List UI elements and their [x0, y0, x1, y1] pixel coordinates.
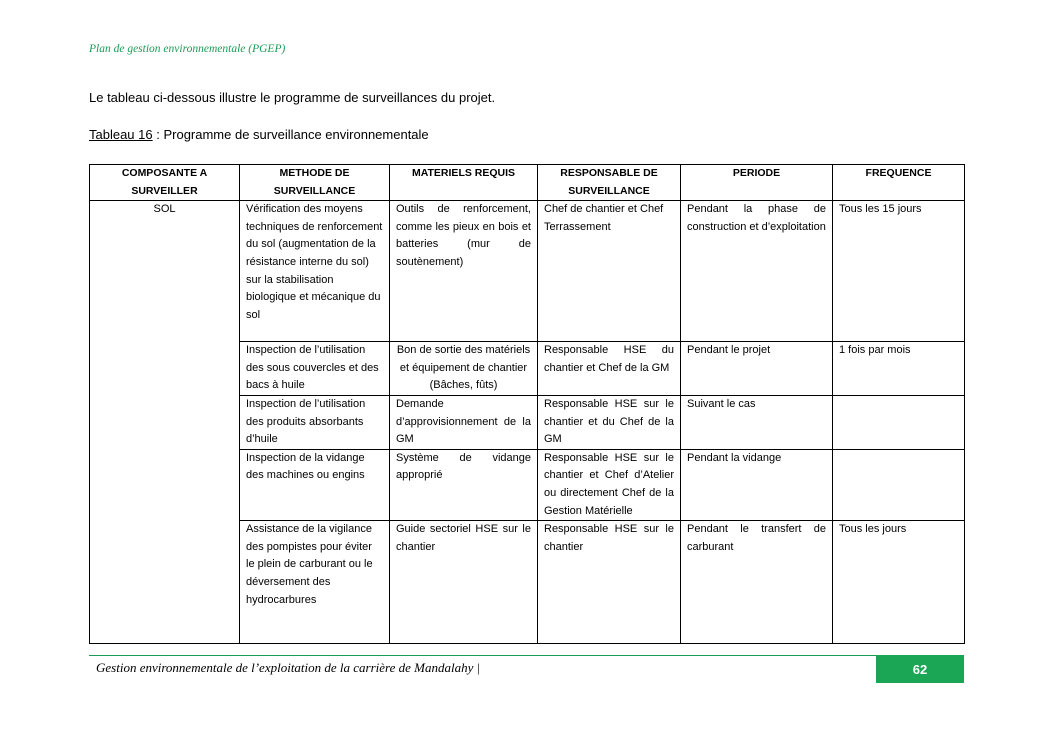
table-caption: [89, 127, 429, 142]
materials-cell: Bon de sortie des matériels et équipement de chantier (Bâches, fûts): [390, 342, 538, 396]
frequency-cell: 1 fois par mois: [833, 342, 965, 396]
method-cell: Inspection de l’utilisation des produits absorbants d’huile: [240, 395, 390, 449]
method-cell: Vérification des moyens techniques de renforcement du sol (augmentation de la résistance interne du sol) sur la stabilisation biologique et mécanique du sol: [240, 201, 390, 342]
header-period: PERIODE: [681, 165, 833, 201]
header-materials: MATERIELS REQUIS: [390, 165, 538, 201]
table-header-row: [90, 165, 965, 201]
responsible-cell: Responsable HSE sur le chantier: [538, 521, 681, 644]
header-method: METHODE DE SURVEILLANCE: [240, 165, 390, 201]
method-cell: Assistance de la vigilance des pompistes pour éviter le plein de carburant ou le déversement des hydrocarbures: [240, 521, 390, 644]
materials-cell: Demande d’approvisionnement de la GM: [390, 395, 538, 449]
table-caption-label: Tableau 16: [89, 127, 153, 142]
period-cell: Pendant la vidange: [681, 449, 833, 520]
method-cell: Inspection de l’utilisation des sous couvercles et des bacs à huile: [240, 342, 390, 396]
responsible-cell: Responsable HSE sur le chantier et du Chef de la GM: [538, 395, 681, 449]
page-number: 62: [876, 655, 964, 683]
component-cell: SOL: [90, 201, 240, 644]
method-cell: Inspection de la vidange des machines ou engins: [240, 449, 390, 520]
materials-cell: Outils de renforcement, comme les pieux en bois et batteries (mur de soutènement): [390, 201, 538, 342]
materials-cell: Système de vidange approprié: [390, 449, 538, 520]
header-frequency: FREQUENCE: [833, 165, 965, 201]
frequency-cell: Tous les 15 jours: [833, 201, 965, 342]
running-header: Plan de gestion environnementale (PGEP): [89, 43, 286, 55]
responsible-cell: Responsable HSE sur le chantier et Chef d’Atelier ou directement Chef de la Gestion Matérielle: [538, 449, 681, 520]
frequency-cell: Tous les jours: [833, 521, 965, 644]
footer-title: Gestion environnementale de l’exploitation de la carrière de Mandalahy |: [96, 660, 481, 675]
intro-paragraph: Le tableau ci-dessous illustre le programme de surveillances du projet.: [89, 90, 496, 105]
header-component: COMPOSANTE A SURVEILLER: [90, 165, 240, 201]
materials-cell: Guide sectoriel HSE sur le chantier: [390, 521, 538, 644]
header-responsible: RESPONSABLE DE SURVEILLANCE: [538, 165, 681, 201]
period-cell: Pendant la phase de construction et d’exploitation: [681, 201, 833, 342]
frequency-cell: [833, 395, 965, 449]
responsible-cell: Responsable HSE du chantier et Chef de la GM: [538, 342, 681, 396]
period-cell: Pendant le projet: [681, 342, 833, 396]
responsible-cell: Chef de chantier et Chef Terrassement: [538, 201, 681, 342]
table-row: [90, 201, 965, 342]
surveillance-table: [89, 164, 965, 644]
frequency-cell: [833, 449, 965, 520]
period-cell: Suivant le cas: [681, 395, 833, 449]
footer-divider: [89, 655, 879, 656]
table-caption-text: : Programme de surveillance environnementale: [152, 127, 429, 142]
period-cell: Pendant le transfert de carburant: [681, 521, 833, 644]
